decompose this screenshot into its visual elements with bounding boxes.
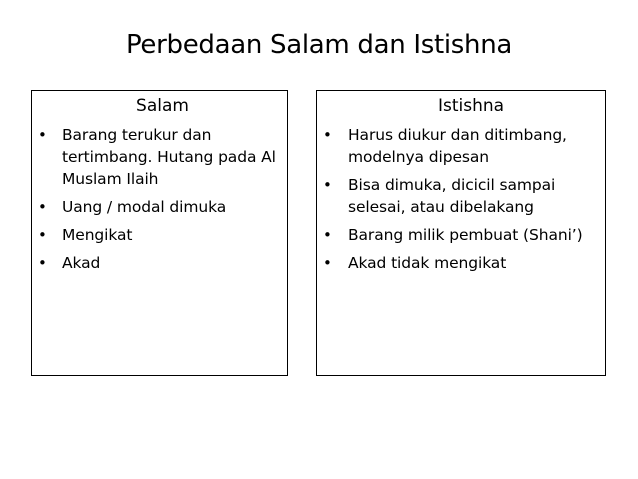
istishna-box: [316, 90, 606, 376]
salam-heading: Salam: [136, 96, 189, 116]
istishna-list: [317, 124, 605, 274]
list-item: [32, 252, 287, 274]
list-item: [317, 224, 605, 246]
list-item: [32, 224, 287, 246]
slide-title: Perbedaan Salam dan Istishna: [125, 30, 513, 60]
list-item-text: Akad tidak mengikat: [348, 254, 507, 272]
bullet-icon: •: [323, 254, 332, 272]
list-item: [32, 124, 287, 190]
bullet-icon: •: [38, 198, 47, 216]
bullet-icon: •: [323, 176, 332, 194]
list-item-text: Barang milik pembuat (Shani’): [348, 226, 583, 244]
bullet-icon: •: [323, 126, 332, 144]
list-item-text: Harus diukur dan ditimbang, modelnya dipesan: [348, 126, 567, 166]
list-item-text: Akad: [62, 254, 101, 272]
list-item-text: Bisa dimuka, dicicil sampai selesai, atau dibelakang: [348, 176, 556, 216]
bullet-icon: •: [38, 254, 47, 272]
bullet-icon: •: [323, 226, 332, 244]
bullet-icon: •: [38, 226, 47, 244]
list-item: [317, 124, 605, 168]
salam-box: [31, 90, 288, 376]
istishna-heading: Istishna: [437, 96, 505, 116]
bullet-icon: •: [38, 126, 47, 144]
list-item-text: Mengikat: [62, 226, 133, 244]
list-item: [317, 252, 605, 274]
list-item-text: Uang / modal dimuka: [62, 198, 227, 216]
list-item: [317, 174, 605, 218]
list-item-text: Barang terukur dan tertimbang. Hutang pada Al Muslam Ilaih: [62, 126, 276, 188]
list-item: [32, 196, 287, 218]
salam-list: [32, 124, 287, 274]
